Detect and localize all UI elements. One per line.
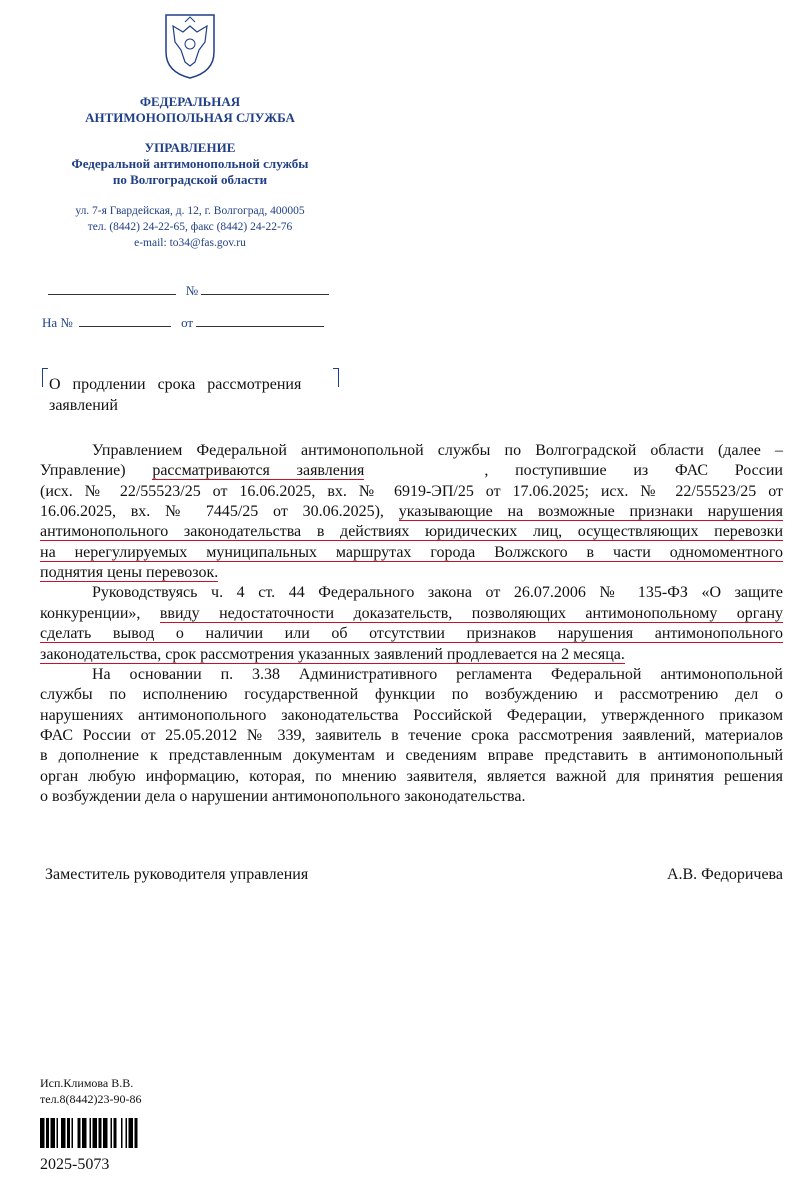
subject-corner-left: [42, 368, 48, 387]
body-line: [40, 522, 783, 542]
underlined-text: рассматриваются заявления: [152, 462, 365, 480]
text: , поступившие из ФАС России: [484, 462, 783, 480]
underlined-text: законодательства, срок рассмотрения указанных заявлений продлевается на 2 месяца.: [40, 645, 625, 663]
text: конкуренции»,: [40, 604, 160, 622]
text: нарушениях антимонопольного законодательства Российской Федерации, утвержденного приказом: [40, 706, 783, 724]
text: Управление): [40, 462, 153, 480]
underlined-text: на нерегулируемых муниципальных маршрутах города Волжского в части одномоментного: [40, 543, 783, 561]
body-line: [92, 665, 783, 685]
text: орган любую информацию, которая, по мнению заявителя, является важной для принятия решения: [40, 767, 783, 785]
body-line: [40, 502, 783, 522]
barcode-bar: [90, 1118, 92, 1148]
barcode-bar: [93, 1118, 98, 1148]
barcode-bar: [103, 1118, 108, 1148]
barcode-bar: [126, 1118, 128, 1148]
signatory-name: А.В. Федоричева: [666, 866, 783, 883]
text: 16.06.2025, вх. № 7445/25 от 30.06.2025),: [40, 503, 399, 521]
barcode-bar: [67, 1118, 70, 1148]
barcode-bar: [111, 1118, 113, 1148]
contacts: ул. 7-я Гвардейская, д. 12, г. Волгоград, 400005 тел. (8442) 24-22-65, факс (8442) 24-22-76 e-mail: to34@fas.gov.ru: [75, 205, 305, 249]
department-name: УПРАВЛЕНИЕ Федеральной антимонопольной службы по Волгоградской области: [71, 140, 309, 187]
text: (исх. № 22/55523/25 от 16.06.2025, вх. № 6919-ЭП/25 от 17.06.2025; исх. № 22/55523/25 от: [40, 482, 783, 500]
body-line: [40, 685, 783, 705]
barcode-bar: [40, 1118, 45, 1148]
barcode: [40, 1118, 220, 1148]
body-line: [40, 706, 783, 726]
body-line: [40, 563, 783, 583]
text: службы по исполнению государственной функции по возбуждению и рассмотрению дел о: [40, 686, 783, 704]
text: На основании п. 3.38 Административного регламента Федеральной антимонопольной: [92, 665, 783, 683]
barcode-bar: [61, 1118, 66, 1148]
body-line: [40, 482, 783, 502]
executor-info: Исп.Климова В.В. тел.8(8442)23-90-86: [40, 1076, 142, 1106]
text: Руководствуясь ч. 4 ст. 44 Федерального закона от 26.07.2006 № 135-ФЗ «О защите: [92, 584, 783, 602]
underlined-text: ввиду недостаточности доказательств, позволяющих антимонопольному органу: [159, 604, 784, 622]
org-name: ФЕДЕРАЛЬНАЯ АНТИМОНОПОЛЬНАЯ СЛУЖБА: [85, 94, 295, 125]
body-line: [92, 441, 783, 461]
subject: О продлении срока рассмотрения заявлений: [49, 376, 302, 414]
text: ФАС России от 25.05.2012 № 339, заявитель в течение срока рассмотрения заявлений, материалов: [40, 726, 783, 744]
body-line: [40, 461, 783, 481]
subject-corner-right: [333, 368, 339, 387]
document-number: 2025-5073: [40, 1156, 110, 1173]
text: в дополнение к представленным документам и сведениям вправе представить в антимонопольный: [40, 747, 783, 765]
underlined-text: поднятия цены перевозок.: [40, 564, 219, 582]
barcode-bar: [114, 1118, 117, 1148]
body-line: [40, 787, 783, 807]
barcode-bar: [78, 1118, 81, 1148]
underlined-text: сделать вывод о наличии или об отсутствии признаков нарушения антимонопольного: [40, 625, 783, 643]
barcode-bar: [99, 1118, 102, 1148]
text: Управлением Федеральной антимонопольной службы по Волгоградской области (далее –: [92, 442, 783, 459]
underlined-text: антимонопольного законодательства в действиях юридических лиц, осуществляющих перевозки: [40, 523, 783, 541]
barcode-bar: [121, 1118, 123, 1148]
barcode-bar: [129, 1118, 134, 1148]
coat-of-arms-emblem: [163, 12, 217, 80]
barcode-bar: [135, 1118, 138, 1148]
body-line: [40, 645, 783, 665]
body-line: [40, 726, 783, 746]
text: о возбуждении дела о нарушении антимонопольного законодательства.: [40, 787, 526, 805]
barcode-bar: [51, 1118, 56, 1148]
reference-number-line: На № от: [42, 314, 324, 331]
body-line: [92, 583, 783, 603]
barcode-bar: [57, 1118, 59, 1148]
outgoing-number-line: №: [48, 282, 329, 299]
signatory-position: Заместитель руководителя управления: [45, 866, 309, 883]
body-line: [40, 624, 783, 644]
underlined-text: указывающие на возможные признаки нарушения: [398, 503, 784, 521]
barcode-bar: [82, 1118, 87, 1148]
body-line: [40, 746, 783, 766]
barcode-bar: [46, 1118, 49, 1148]
barcode-bar: [72, 1118, 74, 1148]
body-line: [40, 767, 783, 787]
body-line: [40, 543, 783, 563]
body-line: [40, 604, 783, 624]
